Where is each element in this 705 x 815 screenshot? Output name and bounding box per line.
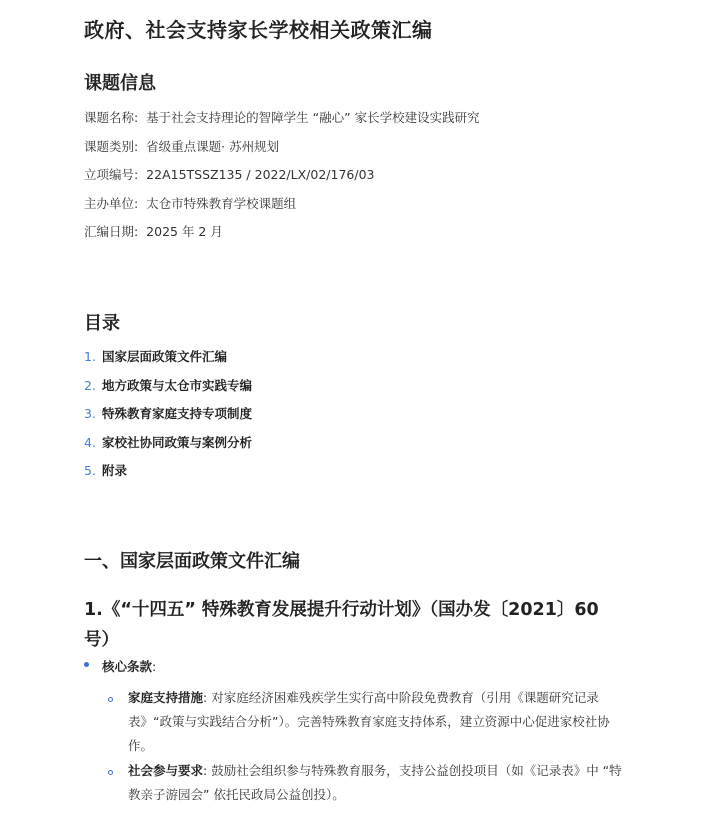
info-row-organizer <box>84 194 296 212</box>
toc-label: 附录 <box>102 463 128 478</box>
toc-label: 特殊教育家庭支持专项制度 <box>102 406 253 421</box>
clause-item <box>128 686 628 758</box>
info-row-name <box>84 108 480 126</box>
toc-number: 5. <box>84 463 96 478</box>
toc-item[interactable] <box>84 347 227 365</box>
clause-text: : 鼓励社会组织参与特殊教育服务，支持公益创投项目（如《记录表》中 “特教亲子游园会” 依托民政局公益创投）。 <box>128 763 622 802</box>
toc-number: 2. <box>84 378 96 393</box>
bullet-label-text: 核心条款 <box>102 659 153 674</box>
clause-label: 家庭支持措施 <box>128 690 204 705</box>
info-key: 汇编日期: <box>84 224 139 239</box>
info-key: 立项编号: <box>84 167 139 182</box>
info-value: 太仓市特殊教育学校课题组 <box>146 196 297 211</box>
toc-label: 家校社协同政策与案例分析 <box>102 435 253 450</box>
toc-item[interactable] <box>84 376 252 394</box>
info-row-number <box>84 165 374 183</box>
clause-label: 社会参与要求 <box>128 763 204 778</box>
document-title: 政府、社会支持家长学校相关政策汇编 <box>84 18 433 42</box>
toc-number: 1. <box>84 349 96 364</box>
info-key: 课题类别: <box>84 139 139 154</box>
toc-number: 3. <box>84 406 96 421</box>
toc-item[interactable] <box>84 404 252 422</box>
info-key: 主办单位: <box>84 196 139 211</box>
circle-bullet-icon <box>108 697 113 702</box>
bullet-icon <box>84 662 89 667</box>
clause-text: : 对家庭经济困难残疾学生实行高中阶段免费教育（引用《课题研究记录表》“政策与实践结合分析”）。完善特殊教育家庭支持体系，建立资源中心促进家校社协作。 <box>128 690 610 753</box>
bullet-colon: : <box>152 659 157 674</box>
info-heading: 课题信息 <box>84 73 156 94</box>
clause-item <box>128 759 628 807</box>
info-row-date <box>84 222 223 240</box>
info-value: 22A15TSSZ135 / 2022/LX/02/176/03 <box>146 167 375 182</box>
info-value: 省级重点课题· 苏州规划 <box>146 139 280 154</box>
toc-label: 国家层面政策文件汇编 <box>102 349 228 364</box>
info-value: 基于社会支持理论的智障学生 “融心” 家长学校建设实践研究 <box>146 110 480 125</box>
toc-number: 4. <box>84 435 96 450</box>
toc-item[interactable] <box>84 433 252 451</box>
core-clauses-label <box>102 657 156 675</box>
toc-item[interactable] <box>84 461 127 479</box>
info-key: 课题名称: <box>84 110 139 125</box>
toc-label: 地方政策与太仓市实践专编 <box>102 378 253 393</box>
info-value: 2025 年 2 月 <box>146 224 223 239</box>
toc-heading: 目录 <box>84 313 120 334</box>
info-row-category <box>84 137 279 155</box>
section-heading: 一、国家层面政策文件汇编 <box>84 551 300 572</box>
policy-heading: 1.《“十四五” 特殊教育发展提升行动计划》（国办发〔2021〕60号） <box>84 600 599 650</box>
circle-bullet-icon <box>108 770 113 775</box>
